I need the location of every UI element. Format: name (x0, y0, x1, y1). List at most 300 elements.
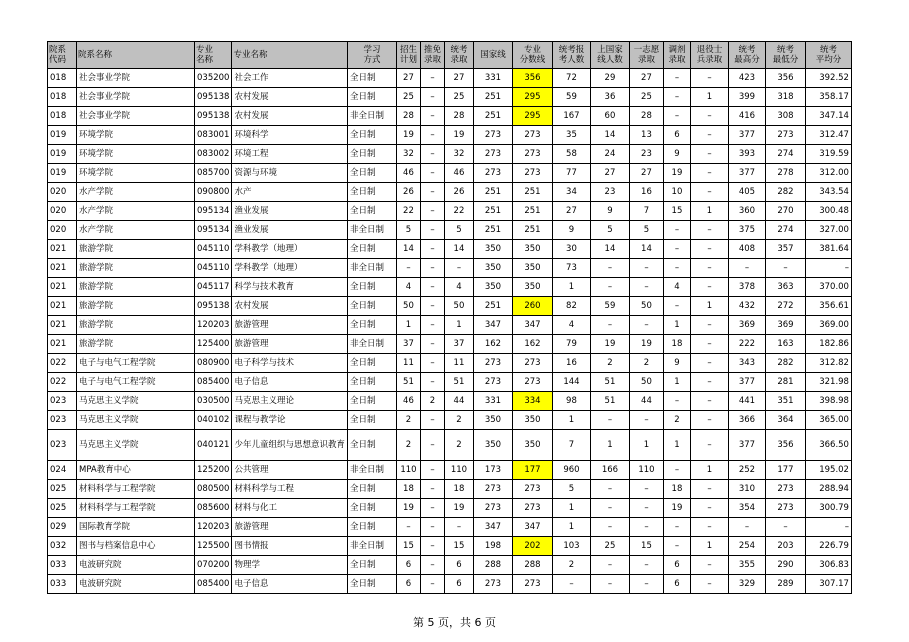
table-cell: 307.17 (805, 575, 851, 594)
table-cell: 960 (552, 461, 590, 480)
table-cell: 125200 (195, 461, 232, 480)
table-cell: 29 (590, 69, 629, 88)
table-row (48, 430, 852, 461)
table-cell: – (663, 259, 690, 278)
table-cell: 273 (512, 145, 552, 164)
table-cell: 马克思主义理论 (232, 392, 348, 411)
table-cell: 环境学院 (77, 126, 195, 145)
column-header: 专业 分数线 (512, 42, 552, 69)
table-cell: – (690, 69, 728, 88)
table-cell: 399 (728, 88, 765, 107)
table-cell: 166 (590, 461, 629, 480)
table-cell: – (629, 556, 663, 575)
table-cell: 018 (48, 88, 77, 107)
table-cell: 全日制 (347, 297, 396, 316)
table-cell: 2 (590, 354, 629, 373)
table-cell: – (690, 107, 728, 126)
table-cell: 365.00 (805, 411, 851, 430)
table-cell: 288 (473, 556, 512, 575)
table-cell: 7 (629, 202, 663, 221)
table-cell: 350 (512, 278, 552, 297)
table-cell: – (420, 461, 444, 480)
table-cell: 全日制 (347, 480, 396, 499)
column-header: 统考报 考人数 (552, 42, 590, 69)
table-cell: 9 (552, 221, 590, 240)
table-cell: 312.82 (805, 354, 851, 373)
table-cell: 社会事业学院 (77, 88, 195, 107)
table-cell: 1 (690, 461, 728, 480)
table-cell: 045110 (195, 259, 232, 278)
table-cell: 全日制 (347, 145, 396, 164)
table-cell: – (420, 335, 444, 354)
table-cell: – (420, 88, 444, 107)
table-cell: 032 (48, 537, 77, 556)
table-cell: 023 (48, 430, 77, 461)
table-cell: 334 (512, 392, 552, 411)
table-cell: 177 (765, 461, 805, 480)
table-cell: 356.61 (805, 297, 851, 316)
table-cell: 材料科学与工程学院 (77, 499, 195, 518)
table-cell: 377 (728, 164, 765, 183)
column-header: 招生 计划 (396, 42, 420, 69)
table-cell: 全日制 (347, 430, 396, 461)
table-cell: 251 (512, 221, 552, 240)
table-cell: 23 (590, 183, 629, 202)
table-cell: 308 (765, 107, 805, 126)
table-cell: 19 (629, 335, 663, 354)
table-cell: 全日制 (347, 392, 396, 411)
table-cell: – (690, 373, 728, 392)
table-cell: 347.14 (805, 107, 851, 126)
table-cell: 018 (48, 107, 77, 126)
table-cell: 318 (765, 88, 805, 107)
table-cell: 图书与档案信息中心 (77, 537, 195, 556)
table-cell: 36 (590, 88, 629, 107)
table-cell: 021 (48, 297, 77, 316)
table-cell: – (690, 259, 728, 278)
table-cell: 材料科学与工程学院 (77, 480, 195, 499)
table-cell: 273 (512, 575, 552, 594)
table-cell: 37 (396, 335, 420, 354)
table-cell: 全日制 (347, 69, 396, 88)
table-cell: 渔业发展 (232, 221, 348, 240)
table-cell: 2 (444, 430, 473, 461)
table-cell: 274 (765, 221, 805, 240)
table-cell: 科学与技术教育 (232, 278, 348, 297)
table-cell: – (629, 480, 663, 499)
table-row (48, 354, 852, 373)
table-cell: 6 (663, 575, 690, 594)
table-cell: 82 (552, 297, 590, 316)
table-cell: 019 (48, 164, 77, 183)
table-cell: 310 (728, 480, 765, 499)
table-cell: – (663, 537, 690, 556)
table-cell: 旅游管理 (232, 518, 348, 537)
table-cell: 343 (728, 354, 765, 373)
table-cell: 085400 (195, 373, 232, 392)
table-cell: 273 (765, 480, 805, 499)
table-cell: 1 (690, 202, 728, 221)
table-row (48, 461, 852, 480)
table-cell: – (663, 221, 690, 240)
table-cell: 2 (629, 354, 663, 373)
table-cell: 173 (473, 461, 512, 480)
table-cell: 国际教育学院 (77, 518, 195, 537)
table-cell: 251 (473, 297, 512, 316)
table-cell: – (629, 316, 663, 335)
table-cell: – (552, 575, 590, 594)
table-cell: 080500 (195, 480, 232, 499)
table-row (48, 202, 852, 221)
table-cell: 357 (765, 240, 805, 259)
table-cell: 1 (444, 316, 473, 335)
table-cell: 080900 (195, 354, 232, 373)
table-cell: 社会工作 (232, 69, 348, 88)
table-cell: 254 (728, 537, 765, 556)
table-cell: 033 (48, 556, 77, 575)
table-cell: 288 (512, 556, 552, 575)
table-cell: 350 (512, 240, 552, 259)
table-cell: 15 (396, 537, 420, 556)
table-cell: 347 (473, 316, 512, 335)
admission-statistics-table (47, 41, 852, 594)
table-cell: 350 (512, 259, 552, 278)
table-cell: 343.54 (805, 183, 851, 202)
table-cell: – (690, 278, 728, 297)
table-cell: – (420, 430, 444, 461)
table-cell: 25 (629, 88, 663, 107)
table-cell: 1 (663, 316, 690, 335)
table-cell: 1 (552, 278, 590, 297)
table-cell: 全日制 (347, 126, 396, 145)
table-cell: – (420, 556, 444, 575)
table-cell: 270 (765, 202, 805, 221)
table-cell: – (420, 183, 444, 202)
table-cell: 295 (512, 88, 552, 107)
table-cell: 226.79 (805, 537, 851, 556)
table-cell: 18 (663, 335, 690, 354)
table-cell: 195.02 (805, 461, 851, 480)
table-cell: 416 (728, 107, 765, 126)
table-cell: 356 (765, 69, 805, 88)
table-cell: 旅游学院 (77, 297, 195, 316)
table-cell: 203 (765, 537, 805, 556)
table-cell: 马克思主义学院 (77, 411, 195, 430)
table-cell: 182.86 (805, 335, 851, 354)
table-cell: – (690, 240, 728, 259)
table-cell: – (420, 518, 444, 537)
table-cell: 旅游学院 (77, 240, 195, 259)
table-cell: – (690, 335, 728, 354)
table-cell: 120203 (195, 316, 232, 335)
table-cell: 423 (728, 69, 765, 88)
table-cell: 1 (663, 373, 690, 392)
table-cell: 273 (473, 373, 512, 392)
table-cell: 全日制 (347, 202, 396, 221)
table-cell: 25 (444, 88, 473, 107)
table-cell: 旅游学院 (77, 335, 195, 354)
table-cell: 19 (663, 499, 690, 518)
table-cell: 1 (552, 518, 590, 537)
table-cell: – (420, 537, 444, 556)
table-cell: 社会事业学院 (77, 107, 195, 126)
table-cell: – (590, 518, 629, 537)
table-cell: 51 (590, 392, 629, 411)
table-row (48, 480, 852, 499)
table-cell: – (629, 499, 663, 518)
table-header-row (48, 42, 852, 69)
column-header: 一志愿 录取 (629, 42, 663, 69)
table-cell: 251 (473, 183, 512, 202)
table-cell: 085600 (195, 499, 232, 518)
table-row (48, 297, 852, 316)
table-cell: 50 (629, 373, 663, 392)
table-cell: 4 (396, 278, 420, 297)
table-cell: 018 (48, 69, 77, 88)
table-cell: 25 (396, 88, 420, 107)
table-cell: 24 (590, 145, 629, 164)
table-cell: 19 (590, 335, 629, 354)
column-header: 退役士 兵录取 (690, 42, 728, 69)
column-header: 调剂 录取 (663, 42, 690, 69)
table-cell: 273 (473, 164, 512, 183)
table-cell: 095138 (195, 88, 232, 107)
table-cell: 273 (473, 145, 512, 164)
table-cell: 369 (765, 316, 805, 335)
table-cell: – (590, 316, 629, 335)
table-cell: 环境科学 (232, 126, 348, 145)
table-cell: 356 (765, 430, 805, 461)
table-cell: – (420, 240, 444, 259)
table-cell: – (420, 164, 444, 183)
table-cell: 356 (512, 69, 552, 88)
column-header: 上国家 线人数 (590, 42, 629, 69)
table-cell: 19 (444, 126, 473, 145)
table-cell: 1 (690, 297, 728, 316)
table-cell: 347 (512, 316, 552, 335)
table-cell: 020 (48, 202, 77, 221)
table-cell: 321.98 (805, 373, 851, 392)
table-cell: 1 (552, 499, 590, 518)
table-cell: 2 (396, 411, 420, 430)
table-cell: 全日制 (347, 373, 396, 392)
table-cell: 6 (444, 556, 473, 575)
table-cell: 300.79 (805, 499, 851, 518)
table-cell: – (590, 259, 629, 278)
table-cell: 14 (590, 240, 629, 259)
table-cell: 095134 (195, 221, 232, 240)
table-cell: – (444, 259, 473, 278)
table-cell: 11 (396, 354, 420, 373)
table-cell: 1 (690, 88, 728, 107)
table-cell: 120203 (195, 518, 232, 537)
table-cell: 图书情报 (232, 537, 348, 556)
table-cell: – (690, 126, 728, 145)
table-cell: – (629, 518, 663, 537)
table-cell: 5 (444, 221, 473, 240)
table-cell: 1 (552, 411, 590, 430)
table-cell: 37 (444, 335, 473, 354)
table-cell: 273 (512, 164, 552, 183)
table-cell: 282 (765, 183, 805, 202)
table-cell: 15 (629, 537, 663, 556)
table-cell: 全日制 (347, 354, 396, 373)
table-cell: – (629, 575, 663, 594)
table-cell: 4 (444, 278, 473, 297)
table-cell: 全日制 (347, 499, 396, 518)
table-cell: 79 (552, 335, 590, 354)
table-row (48, 411, 852, 430)
table-cell: 14 (629, 240, 663, 259)
table-cell: 5 (396, 221, 420, 240)
table-cell: 432 (728, 297, 765, 316)
table-cell: 全日制 (347, 183, 396, 202)
table-cell: 2 (396, 430, 420, 461)
table-cell: 15 (444, 537, 473, 556)
table-cell: 15 (663, 202, 690, 221)
table-cell: 51 (396, 373, 420, 392)
table-cell: – (690, 145, 728, 164)
table-cell: 202 (512, 537, 552, 556)
table-cell: 25 (590, 537, 629, 556)
table-cell: 46 (396, 392, 420, 411)
table-row (48, 221, 852, 240)
table-cell: 电子与电气工程学院 (77, 373, 195, 392)
table-cell: – (420, 411, 444, 430)
table-cell: 022 (48, 354, 77, 373)
table-cell: 251 (473, 202, 512, 221)
table-cell: 030500 (195, 392, 232, 411)
table-cell: 392.52 (805, 69, 851, 88)
table-cell: 035200 (195, 69, 232, 88)
table-cell: 144 (552, 373, 590, 392)
table-cell: – (590, 278, 629, 297)
table-cell: 电子信息 (232, 373, 348, 392)
table-cell: 312.00 (805, 164, 851, 183)
table-row (48, 392, 852, 411)
table-row (48, 107, 852, 126)
table-cell: 4 (663, 278, 690, 297)
column-header: 专业名称 (232, 42, 348, 69)
table-cell: 025 (48, 480, 77, 499)
table-cell: – (420, 259, 444, 278)
table-cell: 14 (590, 126, 629, 145)
table-row (48, 145, 852, 164)
table-cell: 学科教学（地理） (232, 240, 348, 259)
column-header: 院系 代码 (48, 42, 77, 69)
table-cell: – (805, 518, 851, 537)
table-cell: 44 (629, 392, 663, 411)
table-cell: 273 (512, 480, 552, 499)
table-cell: 162 (512, 335, 552, 354)
table-cell: 350 (512, 411, 552, 430)
column-header: 统考 最高分 (728, 42, 765, 69)
table-cell: 024 (48, 461, 77, 480)
table-cell: 电波研究院 (77, 556, 195, 575)
table-cell: 电波研究院 (77, 575, 195, 594)
table-cell: – (629, 259, 663, 278)
table-cell: 177 (512, 461, 552, 480)
table-cell: 6 (396, 556, 420, 575)
table-cell: 398.98 (805, 392, 851, 411)
table-cell: 59 (590, 297, 629, 316)
table-cell: 377 (728, 430, 765, 461)
table-cell: – (690, 430, 728, 461)
table-cell: 441 (728, 392, 765, 411)
table-cell: – (663, 461, 690, 480)
column-header: 统考 平均分 (805, 42, 851, 69)
table-cell: 021 (48, 278, 77, 297)
table-cell: 020 (48, 221, 77, 240)
table-cell: 251 (473, 88, 512, 107)
table-cell: – (663, 518, 690, 537)
table-cell: 290 (765, 556, 805, 575)
table-cell: 090800 (195, 183, 232, 202)
table-cell: 319.59 (805, 145, 851, 164)
table-cell: – (663, 240, 690, 259)
table-cell: 025 (48, 499, 77, 518)
table-cell: 电子科学与技术 (232, 354, 348, 373)
table-cell: 28 (629, 107, 663, 126)
table-cell: 019 (48, 145, 77, 164)
table-cell: 材料与化工 (232, 499, 348, 518)
table-cell: 366.50 (805, 430, 851, 461)
table-cell: 408 (728, 240, 765, 259)
table-cell: 27 (629, 69, 663, 88)
table-cell: – (690, 354, 728, 373)
table-cell: 103 (552, 537, 590, 556)
table-cell: 021 (48, 259, 77, 278)
table-cell: – (420, 107, 444, 126)
table-cell: – (590, 499, 629, 518)
table-cell: – (663, 88, 690, 107)
table-cell: 公共管理 (232, 461, 348, 480)
table-cell: – (420, 221, 444, 240)
table-cell: 110 (444, 461, 473, 480)
table-cell: 30 (552, 240, 590, 259)
table-cell: 物理学 (232, 556, 348, 575)
table-cell: 252 (728, 461, 765, 480)
table-cell: 18 (444, 480, 473, 499)
column-header: 院系名称 (77, 42, 195, 69)
table-cell: 1 (629, 430, 663, 461)
table-cell: 全日制 (347, 411, 396, 430)
table-cell: 34 (552, 183, 590, 202)
table-cell: 274 (765, 145, 805, 164)
table-cell: 260 (512, 297, 552, 316)
table-row (48, 316, 852, 335)
table-cell: 378 (728, 278, 765, 297)
table-cell: 马克思主义学院 (77, 392, 195, 411)
table-cell: 021 (48, 240, 77, 259)
table-cell: 273 (512, 373, 552, 392)
table-cell: 125400 (195, 335, 232, 354)
table-cell: 35 (552, 126, 590, 145)
table-cell: – (728, 259, 765, 278)
table-cell: 环境学院 (77, 145, 195, 164)
table-cell: 50 (444, 297, 473, 316)
table-cell: 273 (473, 354, 512, 373)
table-cell: 198 (473, 537, 512, 556)
table-cell: 9 (663, 145, 690, 164)
table-cell: 51 (590, 373, 629, 392)
table-cell: 095138 (195, 297, 232, 316)
table-cell: 73 (552, 259, 590, 278)
table-cell: 347 (512, 518, 552, 537)
table-cell: 125500 (195, 537, 232, 556)
table-cell: 19 (396, 126, 420, 145)
table-cell: – (663, 69, 690, 88)
